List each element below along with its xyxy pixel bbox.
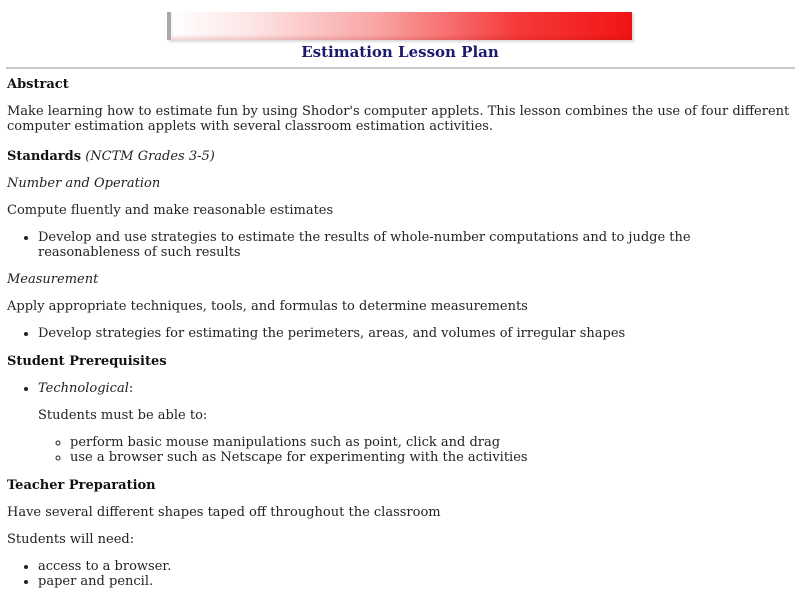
page-title: Estimation Lesson Plan — [301, 43, 499, 61]
teacher-prep-text: Have several different shapes taped off throughout the classroom — [7, 505, 441, 520]
standard-title-measurement: Measurement — [7, 272, 99, 287]
list-item: • access to a browser. — [38, 559, 793, 574]
prerequisite-label: Technological — [38, 381, 129, 396]
list-item: • paper and pencil. — [38, 574, 793, 589]
abstract-text: Make learning how to estimate fun by using Shodor's computer applets. This lesson combines the use of four different computer estimation applets with several classroom estimation activities. — [7, 104, 790, 134]
list-item: ◦ perform basic mouse manipulations such as point, click and drag — [70, 435, 793, 450]
lesson-content — [7, 75, 793, 589]
prerequisite-subitems — [38, 435, 793, 465]
prerequisites-heading: Student Prerequisites — [7, 354, 167, 369]
standard-bullets-number-operation — [7, 230, 793, 260]
prerequisite-label-suffix: : — [128, 381, 134, 396]
student-needs-intro: Students will need: — [7, 532, 135, 547]
standard-statement-number-operation: Compute fluently and make reasonable estimates — [7, 203, 334, 218]
standard-title-number-operation: Number and Operation — [7, 176, 161, 191]
standard-statement-measurement: Apply appropriate techniques, tools, and formulas to determine measurements — [7, 299, 528, 314]
header-banner — [167, 12, 632, 40]
standards-heading: Standards — [7, 149, 82, 164]
teacher-prep-heading: Teacher Preparation — [7, 478, 156, 493]
header-divider — [6, 67, 795, 69]
prerequisites-list — [7, 381, 793, 465]
banner-gradient-bar — [167, 12, 632, 40]
prerequisite-intro: Students must be able to: — [38, 408, 208, 423]
standard-bullets-measurement — [7, 326, 793, 341]
standards-grades: (NCTM Grades 3-5) — [85, 149, 215, 164]
abstract-heading: Abstract — [7, 77, 69, 92]
list-item: • Develop and use strategies to estimate the results of whole-number computations and to judge the reasonableness of such results — [38, 230, 793, 260]
list-item: ◦ use a browser such as Netscape for experimenting with the activities — [70, 450, 793, 465]
standards-heading-line — [7, 149, 793, 164]
list-item: • Develop strategies for estimating the perimeters, areas, and volumes of irregular shapes — [38, 326, 793, 341]
student-needs-list — [7, 559, 793, 589]
prerequisite-item-technological — [38, 381, 793, 465]
